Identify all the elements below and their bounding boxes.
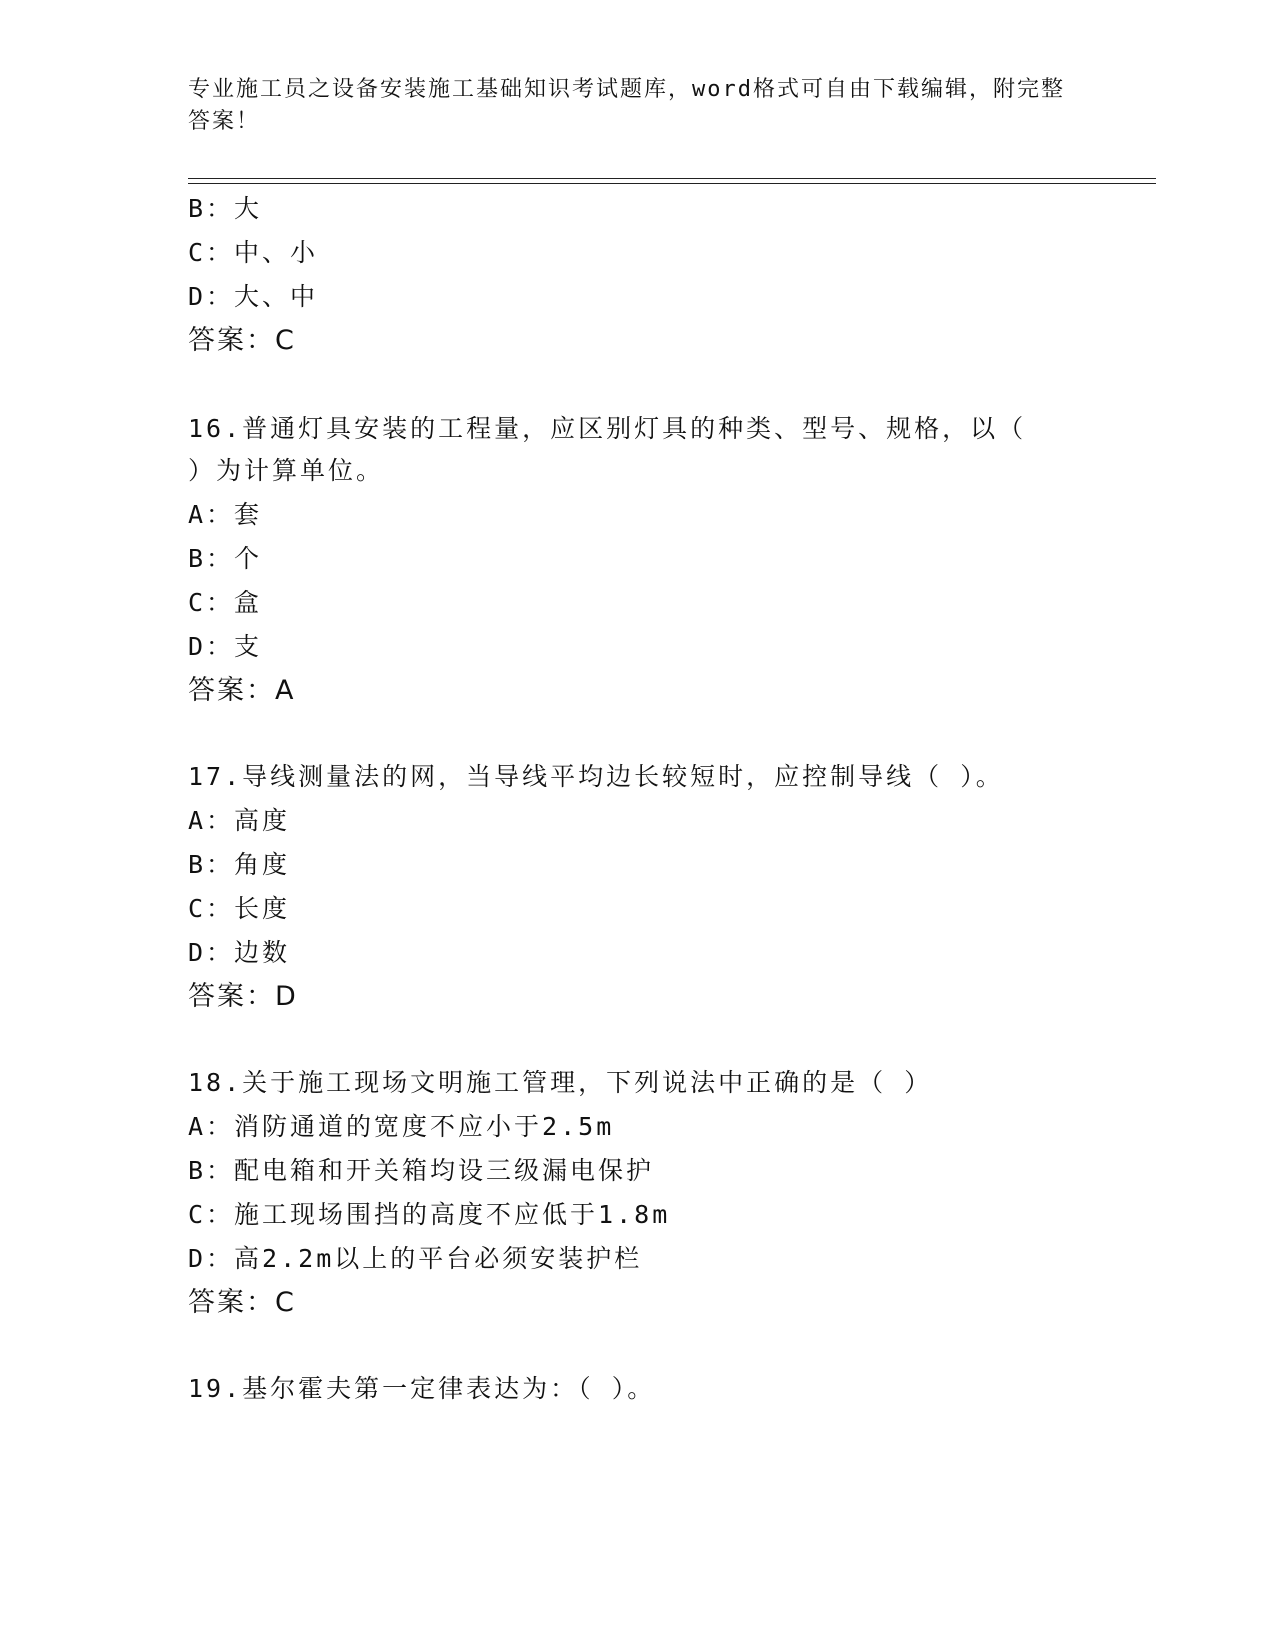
header-divider-bottom (188, 183, 1156, 184)
q15-answer: 答案：C (188, 325, 296, 356)
q19-stem: 19.基尔霍夫第一定律表达为：（ ）。 (188, 1374, 656, 1403)
q15-option-d: D：大、中 (188, 282, 319, 311)
q17-option-a: A：高度 (188, 806, 291, 835)
q16-stem-line1: 16.普通灯具安装的工程量，应区别灯具的种类、型号、规格，以（ (188, 414, 1027, 443)
q16-stem-line2: ）为计算单位。 (188, 456, 385, 485)
q17-stem: 17.导线测量法的网，当导线平均边长较短时，应控制导线（ ）。 (188, 762, 1004, 791)
q17-answer: 答案：D (188, 981, 298, 1012)
q16-option-b: B：个 (188, 544, 263, 573)
q16-option-d: D：支 (188, 632, 263, 661)
q18-stem: 18.关于施工现场文明施工管理，下列说法中正确的是（ ） (188, 1068, 933, 1097)
q18-option-d: D：高2.2m以上的平台必须安装护栏 (188, 1244, 643, 1273)
q17-option-c: C：长度 (188, 894, 291, 923)
q15-option-c: C：中、小 (188, 238, 319, 267)
q15-option-b: B：大 (188, 194, 263, 223)
q17-option-d: D：边数 (188, 938, 291, 967)
q18-answer: 答案：C (188, 1287, 296, 1318)
q16-option-c: C：盒 (188, 588, 263, 617)
q16-answer: 答案：A (188, 675, 296, 706)
q17-option-b: B：角度 (188, 850, 291, 879)
q18-option-b: B：配电箱和开关箱均设三级漏电保护 (188, 1156, 655, 1185)
header-divider-top (188, 178, 1156, 179)
q18-option-c: C：施工现场围挡的高度不应低于1.8m (188, 1200, 671, 1229)
page-header: 专业施工员之设备安装施工基础知识考试题库，word格式可自由下载编辑，附完整答案！ (188, 77, 1065, 134)
q18-option-a: A：消防通道的宽度不应小于2.5m (188, 1112, 615, 1141)
q16-option-a: A：套 (188, 500, 263, 529)
